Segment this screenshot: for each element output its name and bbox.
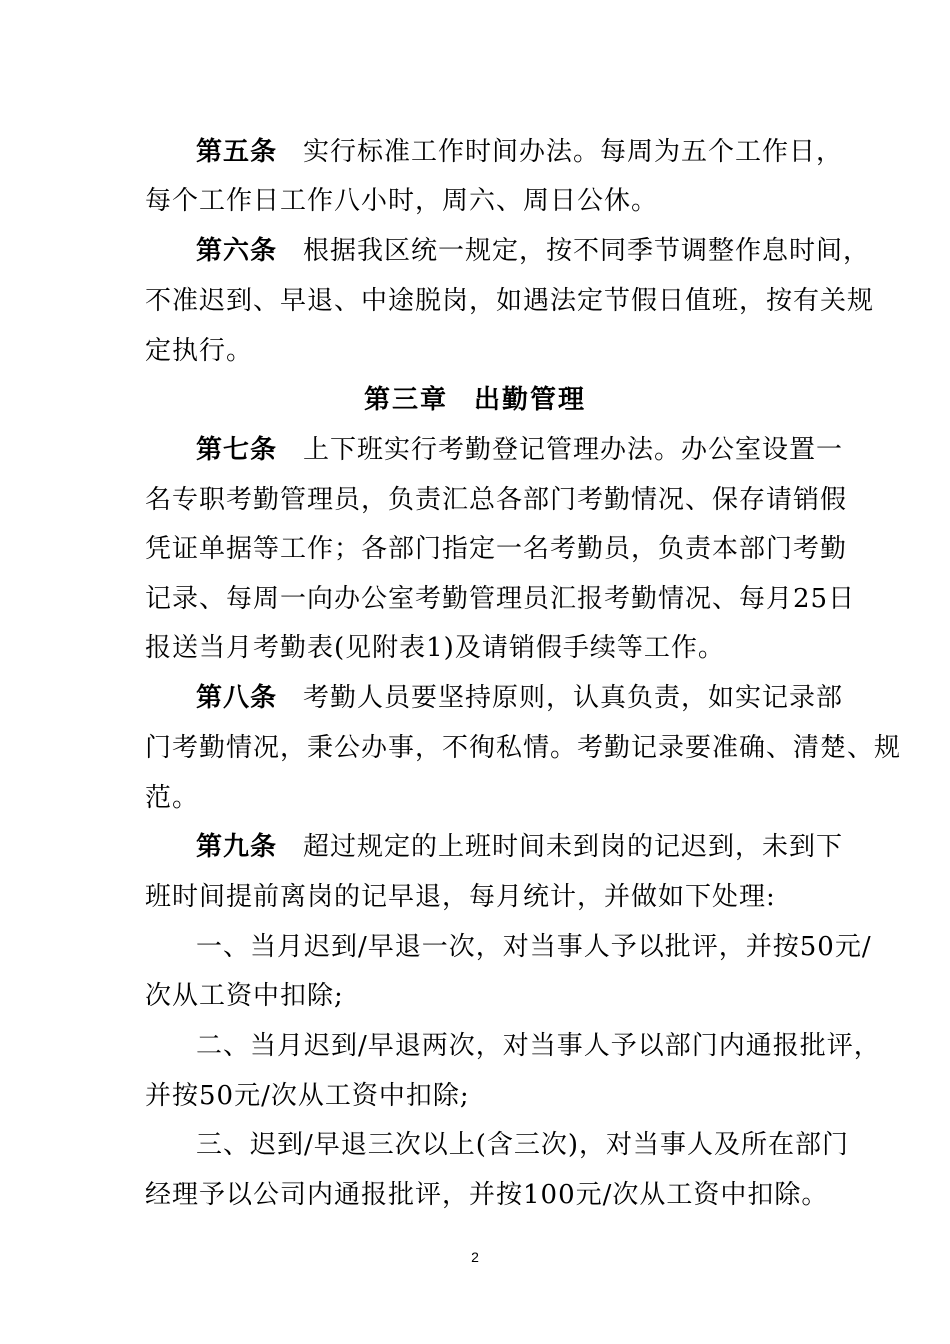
- article-9-item-1-line-2: 次从工资中扣除;: [145, 981, 344, 1011]
- article-9-item-3-line-1: 三、迟到/早退三次以上(含三次)，对当事人及所在部门: [196, 1130, 850, 1160]
- article-8-line-1: [196, 681, 866, 715]
- article-9-text: 超过规定的上班时间未到岗的记迟到，未到下: [303, 832, 844, 862]
- article-7-line-2: 名专职考勤管理员，负责汇总各部门考勤情况、保存请销假: [145, 485, 848, 515]
- article-7-line-1: [196, 433, 866, 467]
- article-9-heading: 第九条: [196, 832, 278, 862]
- article-9-item-2-line-2: 并按50元/次从工资中扣除;: [145, 1081, 470, 1111]
- article-6-heading: 第六条: [196, 236, 278, 266]
- article-5-line-1: [196, 135, 866, 169]
- article-7-line-4: 记录、每周一向办公室考勤管理员汇报考勤情况、每月25日: [145, 584, 856, 614]
- page-number: 2: [471, 1249, 479, 1265]
- article-7-line-3: 凭证单据等工作；各部门指定一名考勤员，负责本部门考勤: [145, 534, 848, 564]
- article-8-line-2: 门考勤情况，秉公办事，不徇私情。考勤记录要准确、清楚、规: [145, 733, 902, 763]
- article-8-heading: 第八条: [196, 683, 278, 713]
- article-9-line-2: 班时间提前离岗的记早退，每月统计，并做如下处理:: [145, 882, 776, 912]
- chapter-number: 第三章: [363, 385, 448, 415]
- article-6-line-2: 不准迟到、早退、中途脱岗，如遇法定节假日值班，按有关规: [145, 286, 875, 316]
- chapter-title: 出勤管理: [474, 385, 587, 415]
- article-5-heading: 第五条: [196, 137, 278, 167]
- chapter-heading: [0, 383, 950, 417]
- article-5-text: 实行标准工作时间办法。每周为五个工作日，: [303, 137, 844, 167]
- article-6-line-1: [196, 234, 871, 268]
- article-7-text: 上下班实行考勤登记管理办法。办公室设置一: [303, 435, 844, 465]
- article-6-text: 根据我区统一规定，按不同季节调整作息时间，: [303, 236, 871, 266]
- article-7-line-5: 报送当月考勤表(见附表1)及请销假手续等工作。: [145, 633, 725, 663]
- article-9-line-1: [196, 830, 866, 864]
- article-5-line-2: 每个工作日工作八小时，周六、周日公休。: [145, 186, 659, 216]
- article-9-item-3-line-2: 经理予以公司内通报批评，并按100元/次从工资中扣除。: [145, 1180, 829, 1210]
- article-8-line-3: 范。: [145, 783, 200, 813]
- article-6-line-3: 定执行。: [145, 336, 254, 366]
- article-9-item-1-line-1: 一、当月迟到/早退一次，对当事人予以批评，并按50元/: [196, 932, 872, 962]
- article-7-heading: 第七条: [196, 435, 278, 465]
- article-8-text: 考勤人员要坚持原则，认真负责，如实记录部: [303, 683, 844, 713]
- article-9-item-2-line-1: 二、当月迟到/早退两次，对当事人予以部门内通报批评，: [196, 1031, 881, 1061]
